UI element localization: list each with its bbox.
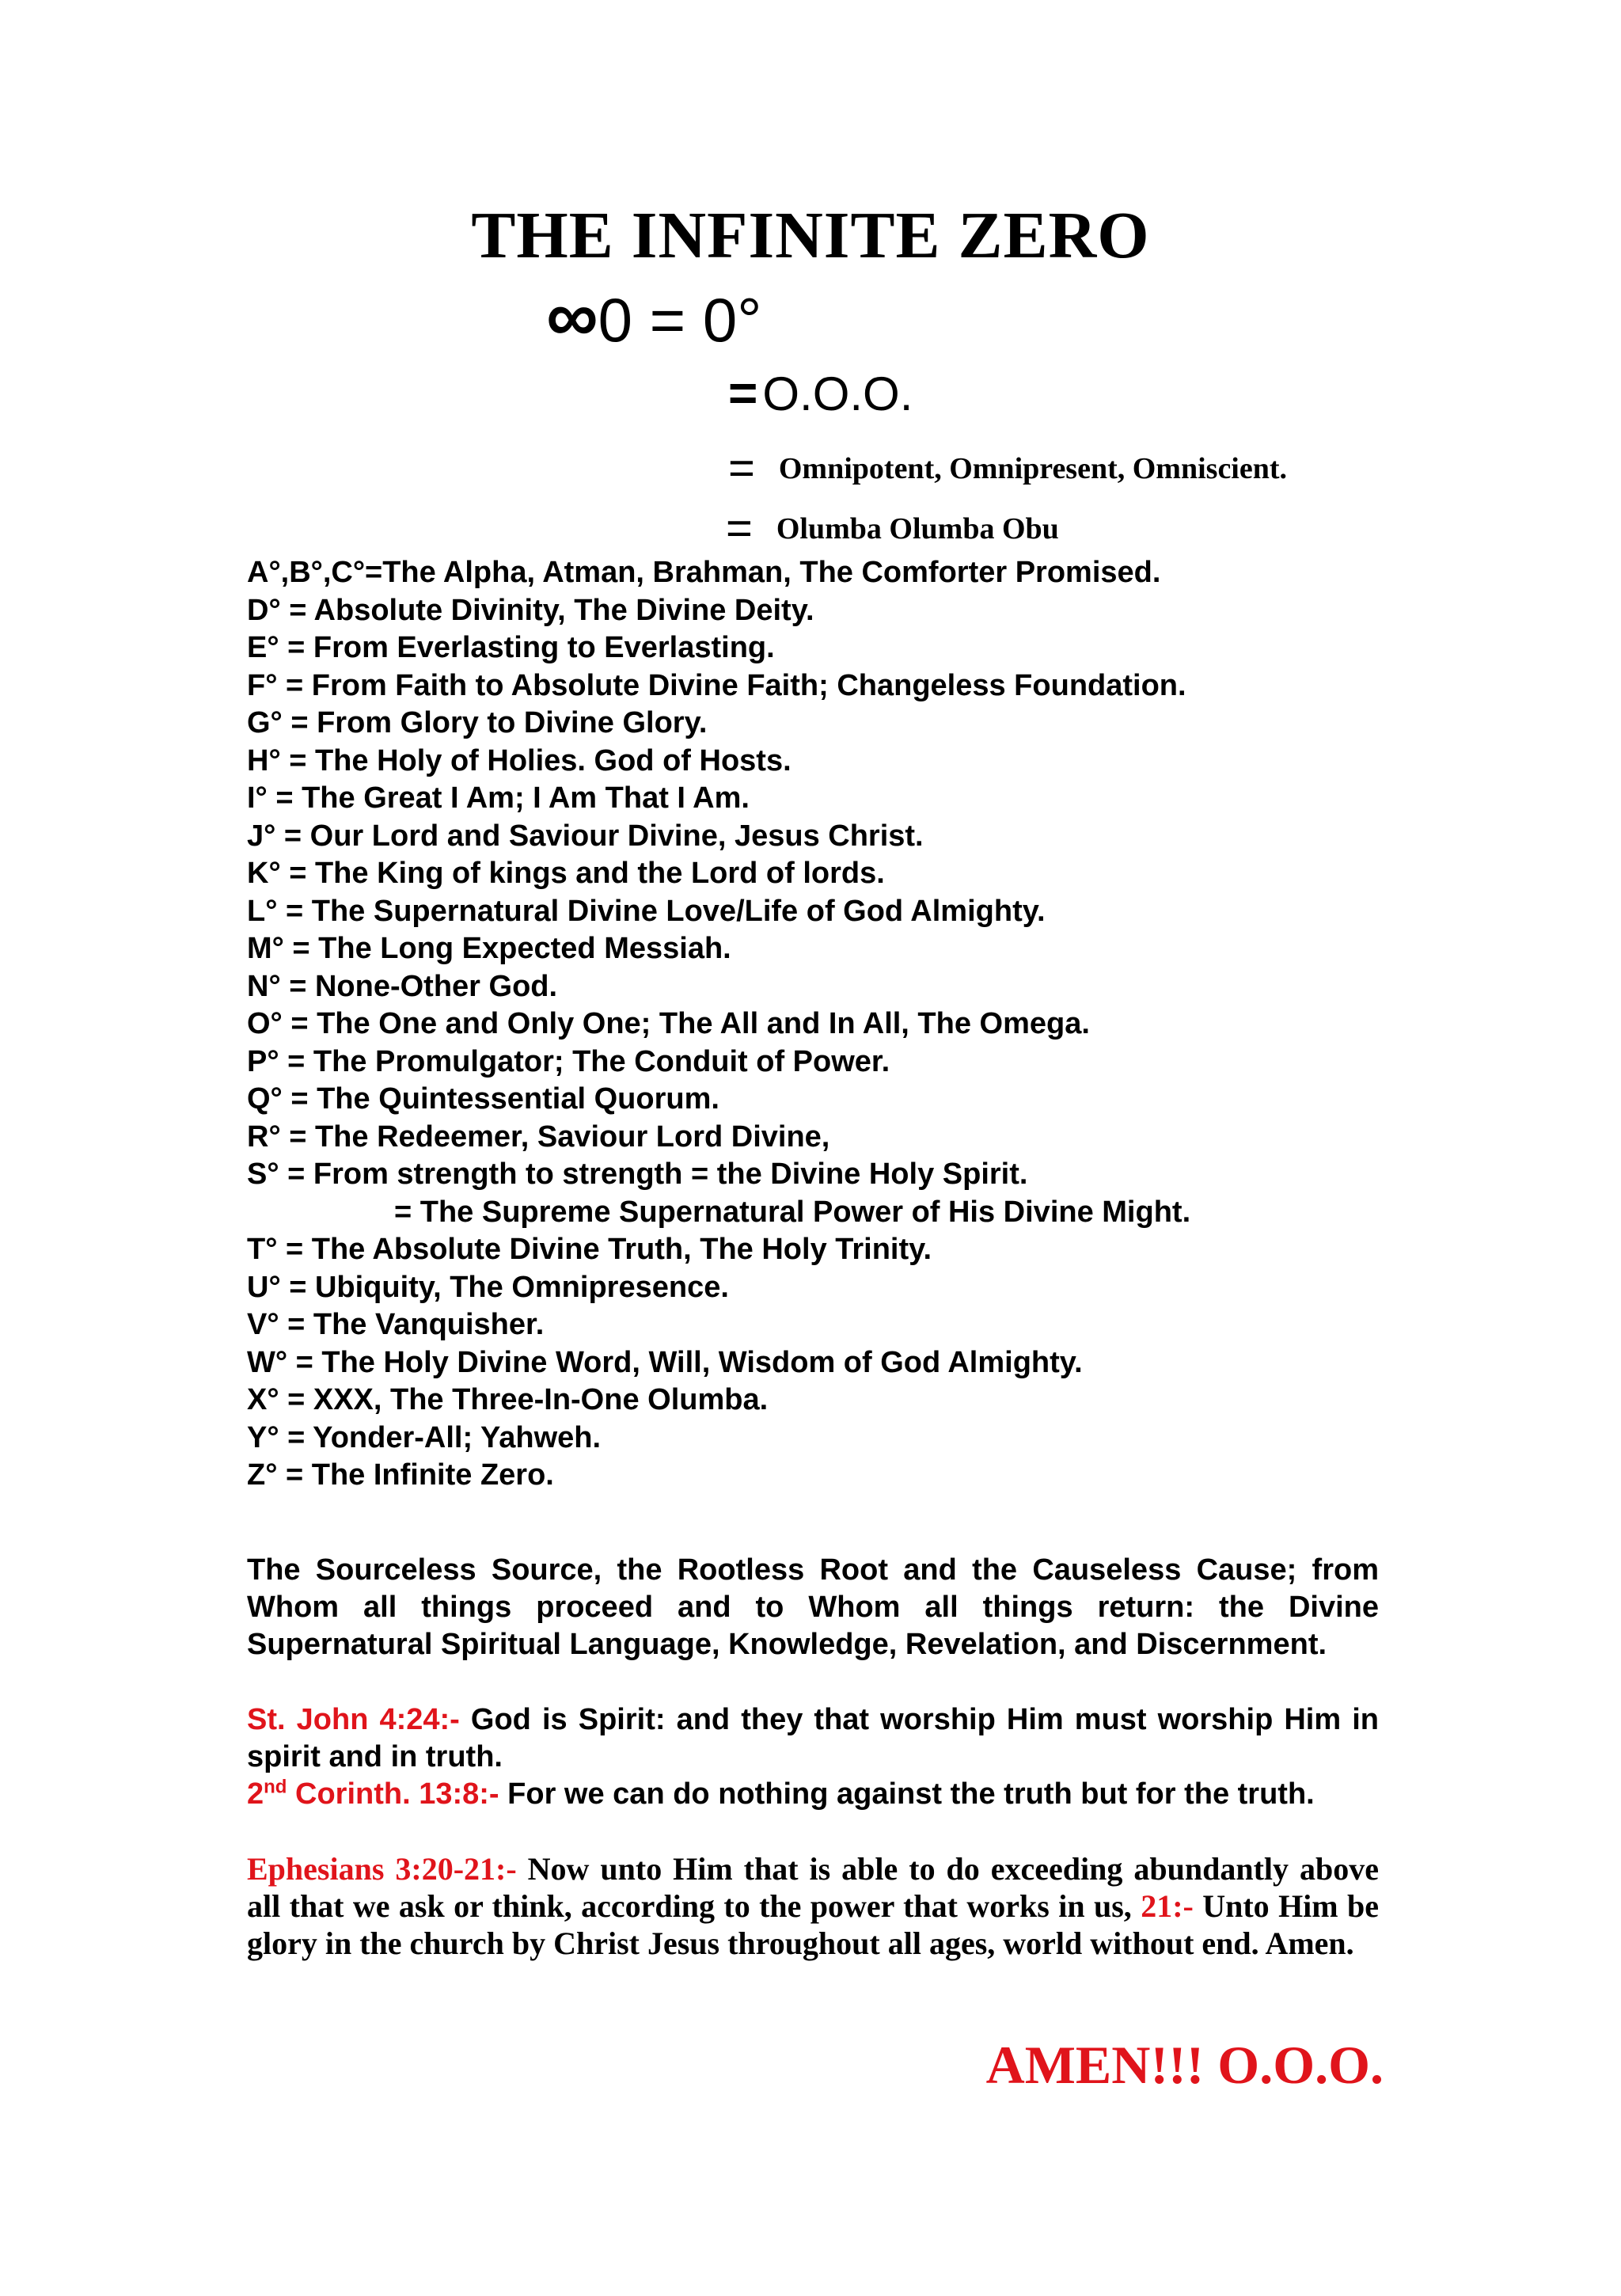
glossary-definition: = From Faith to Absolute Divine Faith; Changeless Foundation. <box>277 668 1186 702</box>
glossary-item <box>247 1156 1387 1194</box>
glossary-key: A°,B°,C° <box>247 556 366 589</box>
equals-sign: = <box>728 443 755 494</box>
glossary-definition: = The One and Only One; The All and In All, The Omega. <box>282 1007 1090 1040</box>
verse-text: God is Spirit: and they that worship Him must worship Him in spirit and in truth. <box>247 1703 1379 1773</box>
glossary-definition: = Absolute Divinity, The Divine Deity. <box>280 593 814 627</box>
equivalence-ooo <box>728 361 913 426</box>
glossary-key: S° <box>247 1158 279 1191</box>
glossary-item <box>247 1457 1387 1495</box>
glossary-item <box>247 592 1387 630</box>
closing-amen: AMEN!!! O.O.O. <box>985 2035 1384 2095</box>
glossary-key: W° <box>247 1345 288 1379</box>
glossary-key: Q° <box>247 1082 283 1116</box>
glossary-item <box>247 1043 1387 1081</box>
glossary-item <box>247 743 1387 781</box>
glossary-key: O° <box>247 1007 283 1040</box>
glossary-item <box>247 1194 1387 1232</box>
verse-book: Corinth. 13:8:- <box>287 1777 499 1811</box>
glossary-item <box>247 1119 1387 1157</box>
glossary-key: N° <box>247 969 281 1003</box>
glossary-definition: = XXX, The Three-In-One Olumba. <box>279 1383 769 1416</box>
summary-block <box>247 1552 1379 1663</box>
verse-text: Now unto Him that is able to do exceeding abundantly above all that we ask or think, according to the power that works in us, <box>247 1851 1379 1924</box>
glossary-item <box>247 1382 1387 1420</box>
glossary-key: T° <box>247 1233 278 1266</box>
glossary-item <box>247 818 1387 856</box>
glossary-definition: =The Alpha, Atman, Brahman, The Comforter Promised. <box>365 556 1161 589</box>
verse-text-21: Unto Him be glory in the church by Christ Jesus throughout all ages, world without end. Amen. <box>247 1888 1379 1961</box>
glossary-item <box>247 667 1387 705</box>
verse-john-paragraph <box>247 1701 1379 1776</box>
glossary-key: Y° <box>247 1420 279 1454</box>
glossary-key: U° <box>247 1270 281 1304</box>
glossary-definition: = Yonder-All; Yahweh. <box>279 1420 602 1454</box>
glossary-key: P° <box>247 1044 279 1078</box>
glossary-definition: = The Supreme Supernatural Power of His Divine Might. <box>394 1195 1191 1229</box>
glossary-item <box>247 1081 1387 1119</box>
verse-reference <box>247 1777 499 1811</box>
verse-ordinal-suffix: nd <box>264 1776 287 1798</box>
glossary-key: M° <box>247 932 284 965</box>
summary-paragraph: The Sourceless Source, the Rootless Root and the Causeless Cause; from Whom all things proceed and to Whom all things return: the Divine Supernatural Spiritual Language, Knowledge, Revelation, and Discernment. <box>247 1553 1379 1661</box>
verse-text: For we can do nothing against the truth but for the truth. <box>499 1777 1315 1811</box>
equals-sign: = <box>728 364 758 421</box>
glossary-item <box>247 855 1387 893</box>
verse-reference: St. John 4:24:- <box>247 1703 460 1736</box>
glossary-definition: = The Vanquisher. <box>279 1308 545 1341</box>
glossary-definition: = From strength to strength = the Divine Holy Spirit. <box>279 1158 1028 1191</box>
glossary-item <box>247 554 1387 592</box>
equivalence-omni <box>728 443 1287 500</box>
glossary-key: H° <box>247 743 281 777</box>
glossary-item <box>247 1231 1387 1269</box>
glossary-key: I° <box>247 781 268 815</box>
glossary-key: D° <box>247 593 281 627</box>
glossary-item <box>247 1005 1387 1043</box>
infinite-zero-formula <box>546 276 762 358</box>
glossary-definition: = The King of kings and the Lord of lords. <box>280 857 885 890</box>
glossary-definition: = Ubiquity, The Omnipresence. <box>280 1270 729 1304</box>
glossary-key: R° <box>247 1119 281 1154</box>
infinity-symbol: ∞ <box>546 276 598 357</box>
glossary-definition: = The Absolute Divine Truth, The Holy Trinity. <box>277 1233 932 1266</box>
verse-john <box>247 1701 1379 1776</box>
glossary-definition: = The Infinite Zero. <box>277 1458 554 1492</box>
equivalence-text: Olumba Olumba Obu <box>776 512 1059 545</box>
glossary-item <box>247 1344 1387 1382</box>
glossary-item <box>247 968 1387 1006</box>
glossary-key: E° <box>247 631 279 664</box>
verse-ephesians <box>247 1850 1379 1962</box>
glossary-item <box>247 1269 1387 1307</box>
glossary-key: V° <box>247 1308 279 1341</box>
glossary-key: F° <box>247 668 278 702</box>
glossary-definition: = The Holy of Holies. God of Hosts. <box>280 743 792 777</box>
glossary-item <box>247 893 1387 931</box>
glossary-definition: = None-Other God. <box>280 969 558 1003</box>
glossary-definition: = The Great I Am; I Am That I Am. <box>267 781 750 815</box>
glossary-item <box>247 1306 1387 1344</box>
glossary-definition: = From Glory to Divine Glory. <box>282 706 708 739</box>
verse-ephesians-paragraph <box>247 1850 1379 1962</box>
glossary-definition: = From Everlasting to Everlasting. <box>279 631 775 664</box>
glossary-definition: = The Long Expected Messiah. <box>283 932 731 965</box>
glossary-definition: = The Holy Divine Word, Will, Wisdom of God Almighty. <box>287 1345 1083 1379</box>
glossary-key: L° <box>247 894 278 928</box>
equivalence-text: O.O.O. <box>762 367 913 420</box>
glossary-key: G° <box>247 706 283 739</box>
glossary-item <box>247 930 1387 968</box>
verse-ordinal: 2 <box>247 1777 264 1811</box>
glossary-item <box>247 1420 1387 1458</box>
glossary-definition: = The Redeemer, Saviour Lord Divine, <box>280 1119 830 1154</box>
glossary-key: X° <box>247 1383 279 1416</box>
glossary-definition: = The Quintessential Quorum. <box>282 1082 719 1116</box>
equivalence-text: Omnipotent, Omnipresent, Omniscient. <box>778 452 1288 485</box>
formula-expression: 0 = 0° <box>598 285 762 355</box>
verse-reference: Ephesians 3:20-21:- <box>247 1851 517 1887</box>
glossary-key: Z° <box>247 1458 278 1492</box>
verse-corinth-paragraph <box>247 1776 1379 1813</box>
glossary-definition: = Our Lord and Saviour Divine, Jesus Christ. <box>275 819 924 853</box>
glossary-definition: = The Supernatural Divine Love/Life of God Almighty. <box>277 894 1046 928</box>
verse-corinth <box>247 1776 1379 1813</box>
glossary-definition: = The Promulgator; The Conduit of Power. <box>279 1044 890 1078</box>
alphabet-glossary <box>247 554 1387 1495</box>
glossary-item <box>247 629 1387 667</box>
glossary-item <box>247 780 1387 818</box>
page-title: THE INFINITE ZERO <box>471 199 1150 272</box>
glossary-key: K° <box>247 857 281 890</box>
equals-sign: = <box>726 503 753 554</box>
glossary-key: J° <box>247 819 276 853</box>
glossary-item <box>247 705 1387 743</box>
verse-reference-21: 21:- <box>1141 1888 1194 1924</box>
equivalence-olumba <box>726 504 1059 561</box>
